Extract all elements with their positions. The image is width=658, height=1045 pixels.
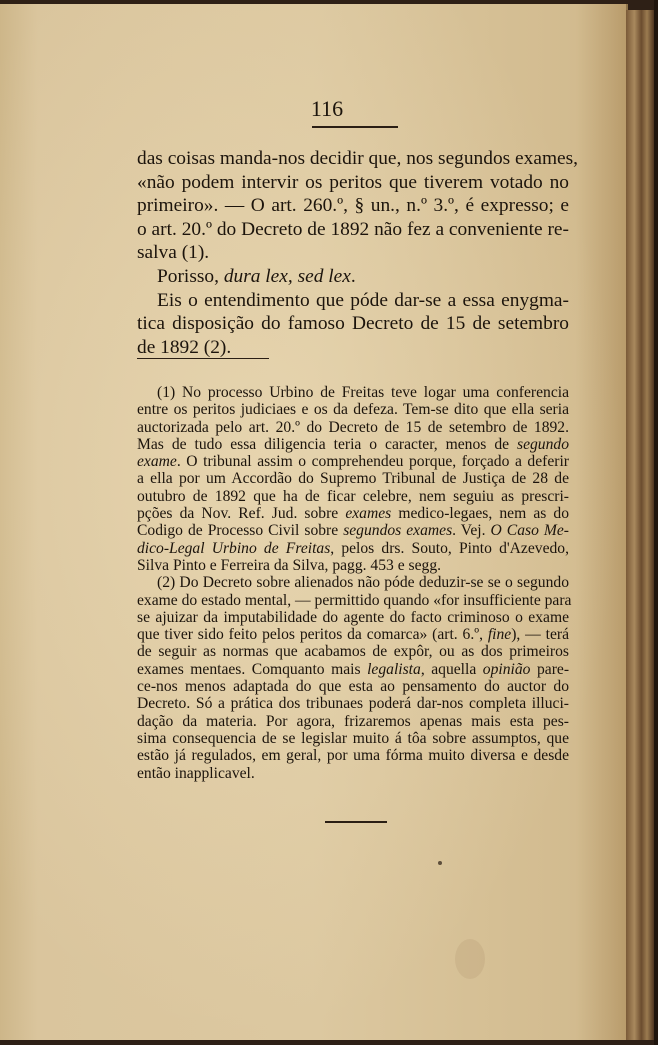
main-line: de 1892 (2).: [137, 336, 232, 358]
end-rule: [325, 821, 387, 823]
main-line: o art. 20.º do Decreto de 1892 não fez a conveniente re-: [137, 218, 569, 240]
main-line: Eis o entendimento que póde dar-se a essa enygma-: [157, 289, 569, 311]
footnote-line: outubro de 1892 que ha de ficar celebre, nem seguiu as prescri-: [137, 487, 569, 505]
footnote-line: auctorizada pelo art. 20.º do Decreto de 15 de setembro de 1892.: [137, 418, 569, 436]
footnote-line: Mas de tudo essa diligencia teria o caracter, menos de segundo: [137, 435, 569, 453]
footnote-line: pções da Nov. Ref. Jud. sobre exames medico-legaes, nem as do: [137, 505, 570, 523]
footnote-line: estão já regulados, em geral, por uma fórma muito diversa e desde: [137, 747, 569, 765]
footnote-line: Decreto. Só a prática dos tribunaes poderá dar-nos completa illuci-: [137, 695, 569, 713]
main-text: [137, 147, 579, 359]
paper-stain: [455, 939, 485, 979]
book-fore-edge: [626, 10, 654, 1040]
footnote-line: de seguir as normas que acabamos de expôr, ou as dos primeiros: [137, 643, 569, 661]
main-line: tica disposição do famoso Decreto de 15 de setembro: [137, 313, 569, 335]
footnote-line: Silva Pinto e Ferreira da Silva, pagg. 453 e segg.: [137, 556, 442, 574]
footnote-line: se ajuizar da imputabilidade do agente do facto criminoso o exame: [137, 608, 569, 626]
main-line: «não podem intervir os peritos que tiverem votado no: [137, 171, 569, 193]
page-number: 116: [310, 96, 344, 121]
footnotes: [137, 384, 572, 782]
footnote-line: sima consequencia de se legislar muito á tôa sobre assumptos, que: [137, 729, 569, 747]
ink-spot: [438, 861, 442, 865]
footnote-line: ce-nos menos adaptada do que esta ao pensamento do auctor do: [137, 678, 569, 696]
footnote-line: dação da materia. Por agora, frizaremos apenas mais esta pes-: [137, 712, 569, 730]
main-line: primeiro». — O art. 260.º, § un., n.º 3.º, é expresso; e: [137, 195, 569, 217]
footnote-line: a ella por um Accordão do Supremo Tribunal de Justiça de 28 de: [137, 470, 569, 488]
main-line: das coisas manda-nos decidir que, nos segundos exames,: [137, 148, 579, 169]
footnote-separator: [137, 358, 269, 359]
footnote-line: entre os peritos judiciaes e os da defeza. Tem-se dito que ella seria: [137, 401, 569, 419]
paper-leaf: [0, 4, 628, 1040]
main-line: salva (1).: [137, 242, 210, 264]
footnote-line: exame. O tribunal assim o comprehendeu porque, forçado a deferir: [137, 453, 569, 471]
footnote-line: exame do estado mental, — permittido quando «for insufficiente para: [137, 591, 572, 609]
book-binding-edge: [654, 0, 658, 1045]
footnote-line: que tiver sido feito pelos peritos da comarca» (art. 6.º, fine), — terá: [137, 626, 569, 644]
header-rule: [312, 126, 398, 128]
footnote-line: Codigo de Processo Civil sobre segundos exames. Vej. O Caso Me-: [137, 522, 569, 540]
footnote-line: então inapplicavel.: [137, 764, 255, 782]
footnote-line: exames mentaes. Comquanto mais legalista, aquella opinião pare-: [137, 660, 570, 678]
main-line: Porisso, dura lex, sed lex.: [157, 265, 356, 287]
footnote-line: dico-Legal Urbino de Freitas, pelos drs. Souto, Pinto d'Azevedo,: [137, 539, 569, 557]
footnote-line: (2) Do Decreto sobre alienados não póde deduzir-se se o segundo: [157, 574, 569, 592]
footnote-line: (1) No processo Urbino de Freitas teve logar uma conferencia: [157, 384, 569, 401]
